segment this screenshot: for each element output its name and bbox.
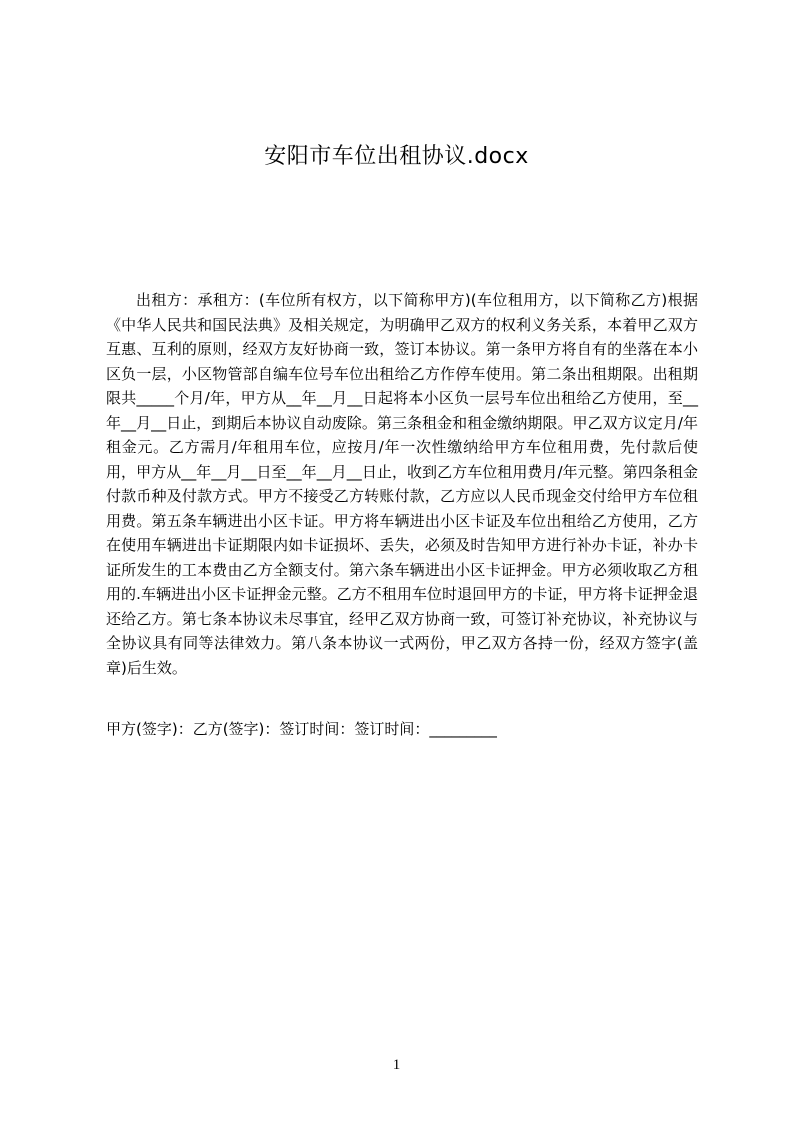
body-paragraph: 出租方：承租方：(车位所有权方，以下简称甲方)(车位租用方，以下简称乙方)根据《中华人民共和国民法典》及相关规定，为明确甲乙双方的权利义务关系，本着甲乙双方互惠、互利的原则，经双方友好协商一致，签订本协议。第一条甲方将自有的坐落在本小区负一层，小区物管部自编车位号车位出租给乙方作停车使用。第二条出租期限。出租期限共_____个月/年，甲方从__年__月__日起将本小区负一层号车位出租给乙方使用，至__年__月__日止，到期后本协议自动废除。第三条租金和租金缴纳期限。甲乙双方议定月/年租金元。乙方需月/年租用车位，应按月/年一次性缴纳给甲方车位租用费，先付款后使用，甲方从__年__月__日至__年__月__日止，收到乙方车位租用费月/年元整。第四条租金付款币种及付款方式。甲方不接受乙方转账付款，乙方应以人民币现金交付给甲方车位租用费。第五条车辆进出小区卡证。甲方将车辆进出小区卡证及车位出租给乙方使用，乙方在使用车辆进出卡证期限内如卡证损坏、丢失，必须及时告知甲方进行补办卡证，补办卡证所发生的工本费由乙方全额支付。第六条车辆进出小区卡证押金。甲方必须收取乙方租用的.车辆进出小区卡证押金元整。乙方不租用车位时退回甲方的卡证，甲方将卡证押金退还给乙方。第七条本协议未尽事宜，经甲乙双方协商一致，可签订补充协议，补充协议与全协议具有同等法律效力。第八条本协议一式两份，甲乙双方各持一份，经双方签字(盖章)后生效。 (106, 291, 698, 677)
document-body (106, 288, 698, 680)
page-number: 1 (392, 1057, 401, 1073)
signature-line: 甲方(签字)：乙方(签字)：签订时间：签订时间：_________ (106, 720, 497, 738)
document-title: 安阳市车位出租协议.docx (264, 144, 529, 169)
